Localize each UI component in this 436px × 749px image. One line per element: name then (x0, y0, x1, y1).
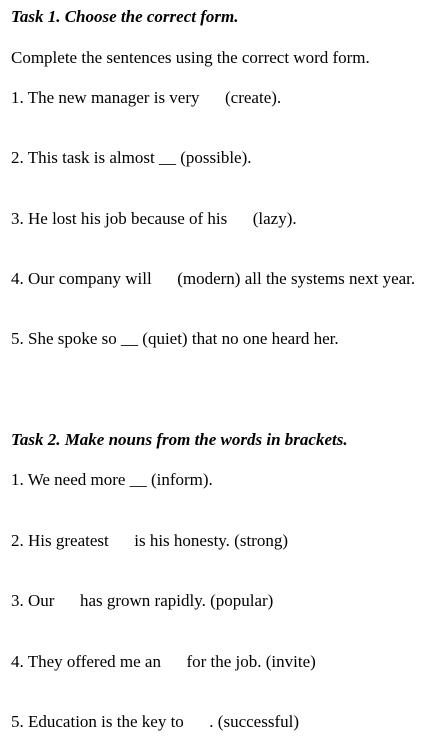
task1-item-2: 2. This task is almost __ (possible). (11, 148, 252, 167)
task1-item-3: 3. He lost his job because of his (lazy). (11, 209, 297, 228)
task2-heading: Task 2. Make nouns from the words in brackets. (11, 430, 348, 449)
task2-item-3: 3. Our has grown rapidly. (popular) (11, 591, 274, 610)
task2-item-4: 4. They offered me an for the job. (invite) (11, 652, 316, 671)
task1-instruction: Complete the sentences using the correct word form. (11, 48, 370, 67)
task1-heading: Task 1. Choose the correct form. (11, 7, 239, 26)
task1-item-1: 1. The new manager is very (create). (11, 88, 282, 107)
task2-item-2: 2. His greatest is his honesty. (strong) (11, 531, 289, 550)
task2-item-1: 1. We need more __ (inform). (11, 470, 213, 489)
task1-item-5: 5. She spoke so __ (quiet) that no one heard her. (11, 329, 339, 348)
task1-item-4: 4. Our company will (modern) all the systems next year. (11, 269, 416, 288)
task2-item-5: 5. Education is the key to . (successful) (11, 712, 299, 731)
